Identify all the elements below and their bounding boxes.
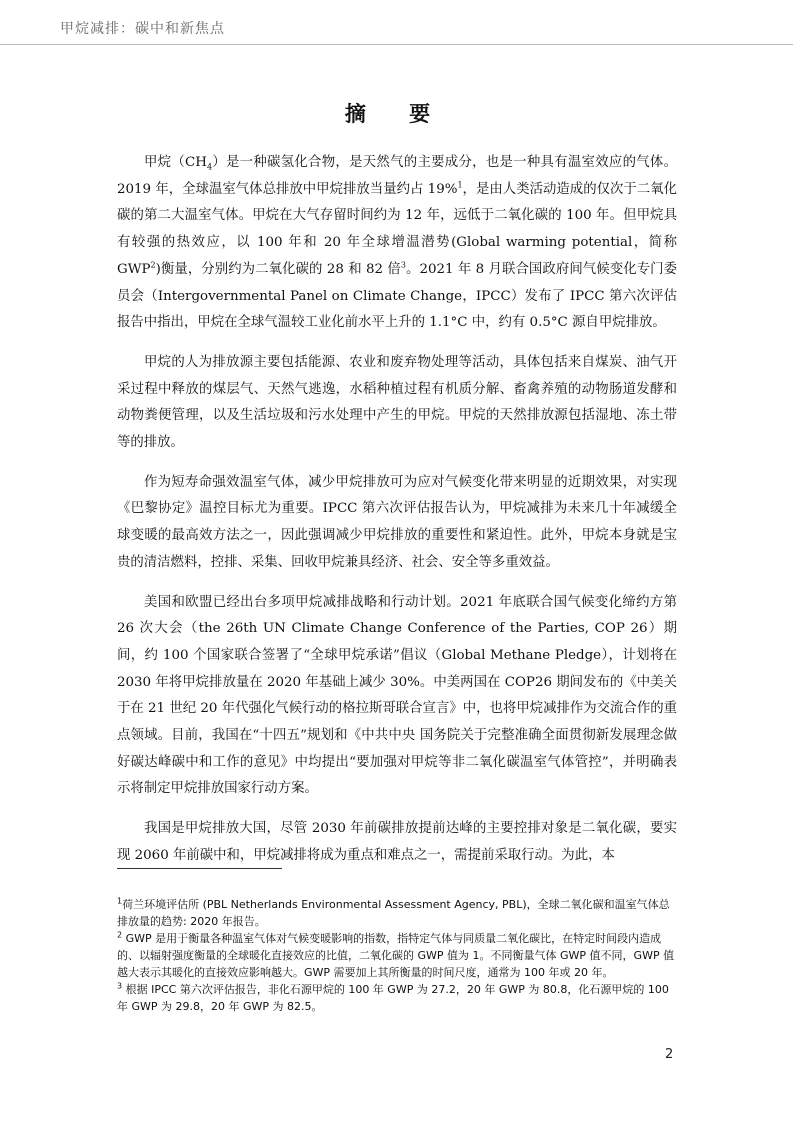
footnote-ref-3[interactable]: 3 [400, 260, 406, 270]
paragraph-2: 甲烷的人为排放源主要包括能源、农业和废弃物处理等活动，具体包括来自煤炭、油气开采过程中释放的煤层气、天然气逃逸，水稻种植过程有机质分解、畜禽养殖的动物肠道发酵和动物粪便管理，以及生活垃圾和污水处理中产生的甲烷。甲烷的天然排放源包括湿地、冻土带等的排放。 [117, 354, 677, 451]
page-title: 摘 要 [344, 101, 449, 126]
page-number: 2 [665, 1047, 674, 1062]
abstract-body [117, 150, 677, 883]
running-header: 甲烷减排：碳中和新焦点 [60, 21, 225, 37]
paragraph-5: 我国是甲烷排放大国，尽管 2030 年前碳排放提前达峰的主要控排对象是二氧化碳，要实现 2060 年前碳中和，甲烷减排将成为重点和难点之一，需提前采取行动。为此，本 [117, 821, 677, 863]
footnote-divider [117, 868, 282, 869]
paragraph-1: 甲烷$(CH_4)$是一种碳氢化合物，是天然气的主要成分，也是一种具有温室效应的气体。2019 年，全球温室气体总排放中甲烷排放当量约占 19%$^1$，是由人类活动造成的仅次于二氧化碳的第二大温室气体。甲烷在大气存留时间约为 12 年，远低于二氧化碳的 100 年。但甲烷具有较强的热效应，以 100 年和 20 年全球增温潜势(Global warming potential，简称 GWP$^2$)衡量，分别约为二氧化碳的 28 和 82 倍$^3$。2021 年 8 月联合国政府间气候变化专门委员会（Intergovernmental Panel on Climate Change，IPCC）发布了 IPCC 第六次评估报告中指出，甲烷在全球气温较工业化前水平上升的 1.1°C 中，约有 0.5°C 源自甲烷排放。 [117, 155, 677, 331]
footnote-ref-1[interactable]: 1 [457, 180, 463, 190]
paragraph-3: 作为短寿命强效温室气体，减少甲烷排放可为应对气候变化带来明显的近期效果，对实现《巴黎协定》温控目标尤为重要。IPCC 第六次评估报告认为，甲烷减排为未来几十年减缓全球变暖的最高效方法之一，因此强调减少甲烷排放的重要性和紧迫性。此外，甲烷本身就是宝贵的清洁燃料，控排、采集、回收甲烷兼具经济、社会、安全等多重效益。 [117, 474, 677, 570]
footnote-ref-2[interactable]: 2 [150, 260, 156, 270]
footnote-2: $^2$ GWP 是用于衡量各种温室气体对气候变暖影响的指数，指特定气体与同质量二氧化碳比，在特定时间段内造成的、以辐射强度衡量的全球暖化直接效应的比值，二氧化碳的 GWP 值为 1。不同衡量气体 GWP 值不同，GWP 值越大表示其暖化的直接效应影响越大。GWP 需要加上其所衡量的时间尺度，通常为 100 年或 20 年。 [117, 930, 675, 979]
header-divider [0, 44, 793, 45]
paragraph-4: 美国和欧盟已经出台多项甲烷减排战略和行动计划。2021 年底联合国气候变化缔约方第 26 次大会（the 26th UN Climate Change Conference of the Parties, COP 26）期间，约 100 个国家联合签署了“全球甲烷承诺”倡议（Global Methane Pledge），计划将在 2030 年将甲烷排放量在 2020 年基础上减少 30%。中美两国在 COP26 期间发布的《中美关于在 21 世纪 20 年代强化气候行动的格拉斯哥联合宣言》中，也将甲烷减排作为交流合作的重点领域。目前，我国在“十四五”规划和《中共中央 国务院关于完整准确全面贯彻新发展理念做好碳达峰碳中和工作的意见》中均提出“要加强对甲烷等非二氧化碳温室气体管控”，并明确表示将制定甲烷排放国家行动方案。 [117, 594, 677, 797]
footnote-3: $^3$ 根据 IPCC 第六次评估报告，非化石源甲烷的 100 年 GWP 为 27.2，20 年 GWP 为 80.8，化石源甲烷的 100 年 GWP 为 29.8，20 年 GWP 为 82.5。 [117, 981, 669, 1013]
footnotes [117, 896, 677, 1015]
footnote-1: $^1$荷兰环境评估所 (PBL Netherlands Environmental Assessment Agency, PBL)，全球二氧化碳和温室气体总排放量的趋势: 2020 年报告。 [117, 896, 670, 928]
